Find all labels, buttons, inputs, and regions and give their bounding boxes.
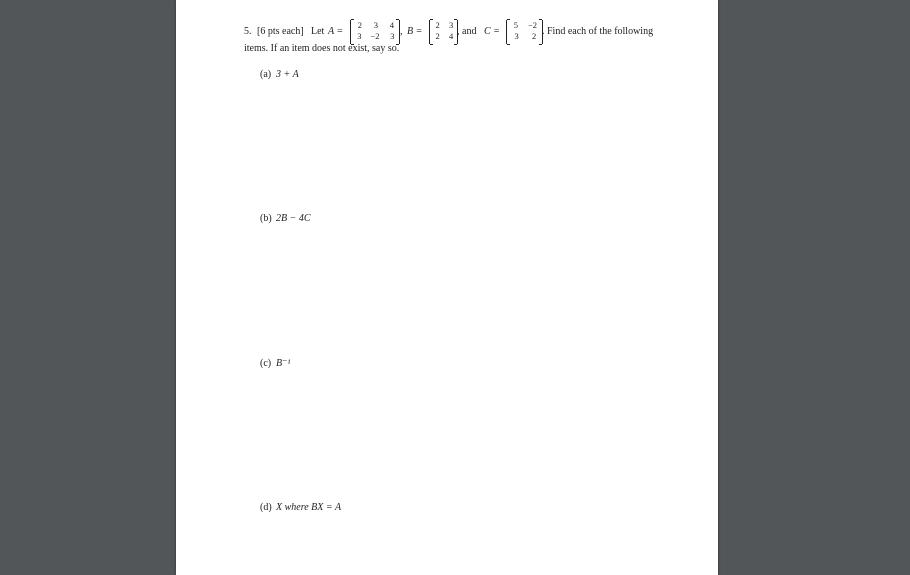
matrix-cell: 5 [513, 20, 518, 30]
matrix-cell: 2 [435, 31, 440, 41]
part-b-label: (b) [260, 213, 272, 224]
matrix-cell: 2 [435, 20, 440, 30]
matrix-c [506, 20, 543, 44]
matrix-a-label: A = [328, 26, 344, 37]
let-text: Let [311, 26, 325, 37]
matrix-cell: 3 [373, 20, 378, 30]
part-c-label: (c) [260, 358, 272, 369]
find-text: . Find each of the following [542, 26, 654, 37]
matrix-c-row [507, 31, 542, 42]
document-page [176, 0, 718, 575]
part-a-expression: 3 + A [276, 69, 299, 80]
matrix-a-row [351, 31, 399, 42]
matrix-b-row [430, 31, 457, 42]
instruction-line: items. If an item does not exist, say so. [244, 43, 400, 54]
and-text: , and [457, 26, 477, 37]
part-b-expression: 2B − 4C [276, 213, 311, 224]
problem-number: 5. [244, 26, 252, 37]
matrix-cell: −2 [370, 31, 380, 41]
matrix-cell: 3 [357, 31, 362, 41]
matrix-a [350, 20, 400, 44]
part-c-expression: B⁻¹ [276, 358, 291, 369]
part-a-label: (a) [260, 69, 272, 80]
matrix-c-label: C = [484, 26, 500, 37]
matrix-c-row [507, 20, 542, 31]
matrix-cell: 2 [357, 20, 362, 30]
part-d-label: (d) [260, 502, 272, 513]
matrix-cell: 3 [390, 31, 395, 41]
matrix-cell: 3 [449, 20, 454, 30]
points-label: [6 pts each] [257, 26, 304, 37]
matrix-b-label: B = [407, 26, 423, 37]
matrix-cell: 3 [514, 31, 519, 41]
matrix-cell: 4 [449, 31, 454, 41]
matrix-cell: −2 [527, 20, 537, 30]
matrix-a-row [351, 20, 399, 31]
matrix-b [429, 20, 458, 44]
part-d-expression: X where BX = A [276, 502, 342, 513]
matrix-cell: 2 [532, 31, 537, 41]
comma: , [400, 26, 403, 37]
matrix-b-row [430, 20, 457, 31]
matrix-cell: 4 [389, 20, 394, 30]
